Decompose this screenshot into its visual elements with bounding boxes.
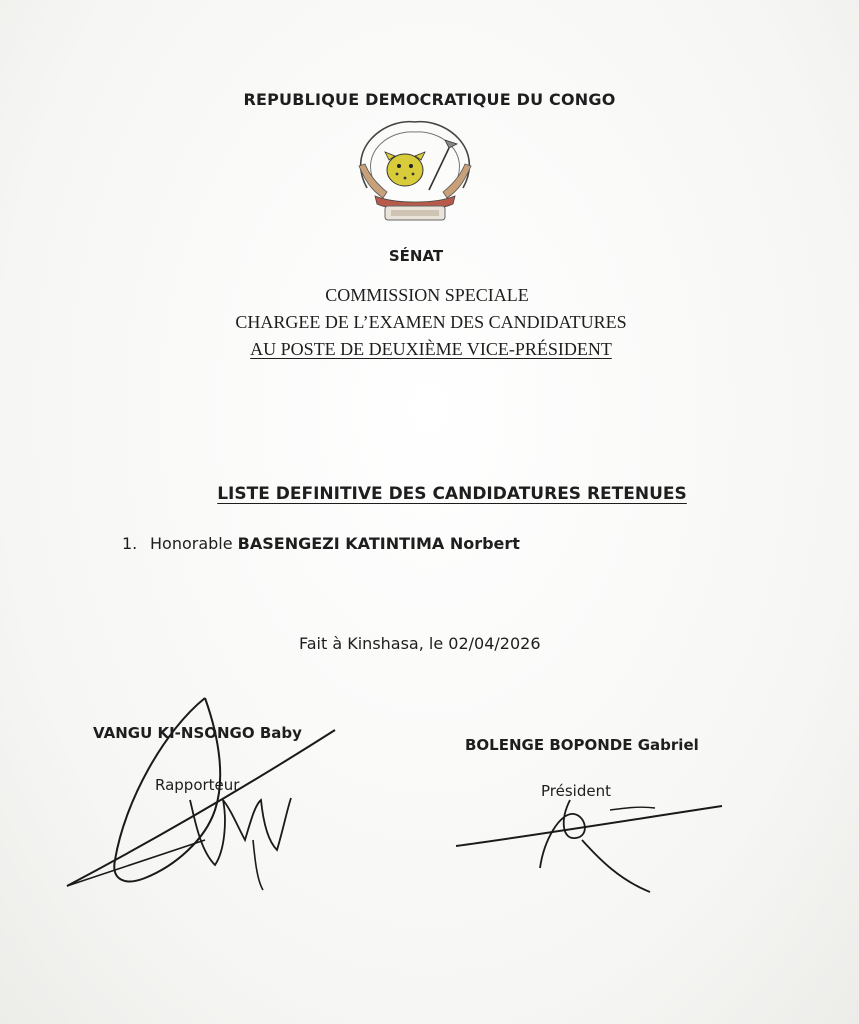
place-date: Fait à Kinshasa, le 02/04/2026 [299, 634, 541, 653]
country-heading: REPUBLIQUE DEMOCRATIQUE DU CONGO [243, 90, 616, 109]
commission-title-line-3: AU POSTE DE DEUXIÈME VICE-PRÉSIDENT [250, 339, 612, 359]
list-item-number: 1. [122, 534, 138, 553]
rapporteur-signature [55, 690, 355, 900]
coat-of-arms-emblem [345, 118, 485, 226]
rapporteur-name: VANGU KI-NSONGO Baby [93, 724, 302, 742]
president-signature [450, 780, 740, 900]
list-title: LISTE DEFINITIVE DES CANDIDATURES RETENUES [217, 484, 687, 504]
commission-title-line-2: CHARGEE DE L’EXAMEN DES CANDIDATURES [235, 312, 627, 332]
president-name: BOLENGE BOPONDE Gabriel [465, 736, 699, 754]
list-item-name: BASENGEZI KATINTIMA Norbert [237, 534, 520, 553]
rapporteur-title: Rapporteur [155, 776, 240, 794]
president-title: Président [541, 782, 611, 800]
list-item [122, 534, 520, 553]
institution-heading: SÉNAT [388, 247, 444, 265]
commission-title-line-1: COMMISSION SPECIALE [325, 285, 529, 305]
list-item-honorific: Honorable [150, 534, 233, 553]
